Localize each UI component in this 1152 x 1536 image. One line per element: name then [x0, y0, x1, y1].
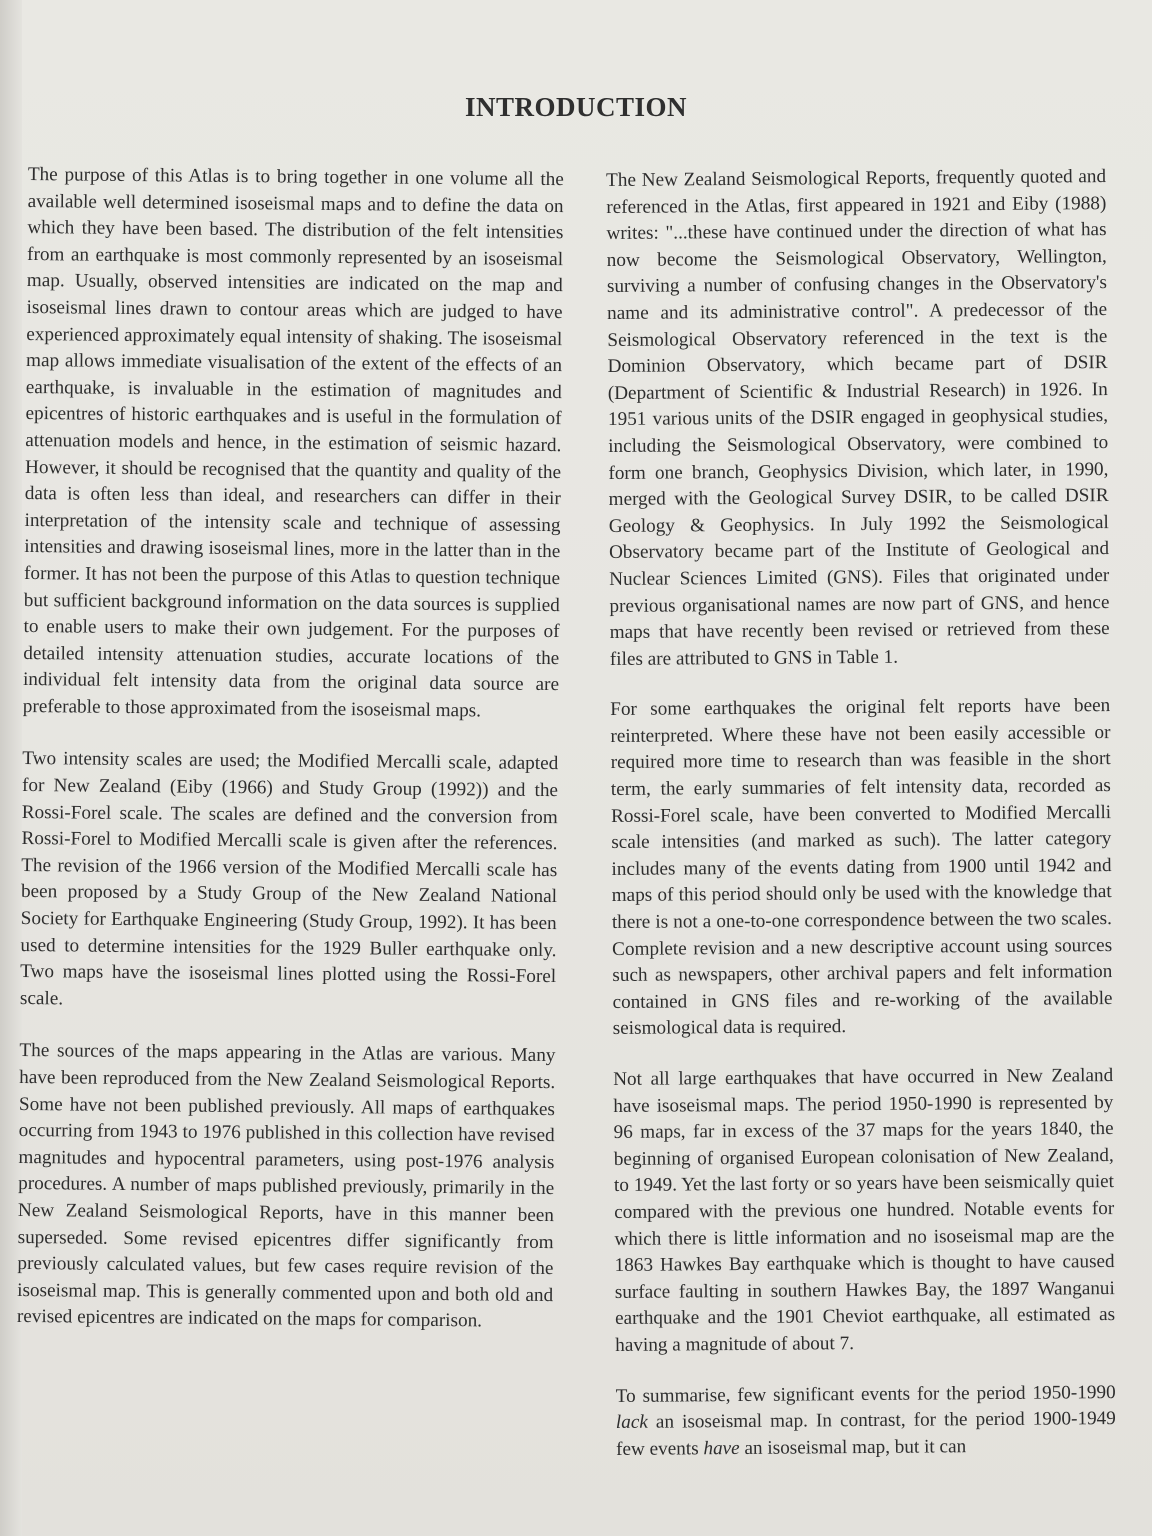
summary-text-part-1: To summarise, few significant events for the period 1950-1990 — [615, 1381, 1116, 1407]
paragraph-reinterpreted-reports: For some earthquakes the original felt reports have been reinterpreted. Where these have not been easily accessible or required more time to research than was feasible in the short term, the early summaries of felt intensity data, recorded as Rossi-Forel scale, have been converted to Modified Mercalli scale intensities (and marked as such). The latter category includes many of the events dating from 1900 until 1942 and maps of this period should only be used with the knowledge that there is not a one-to-one correspondence between the two scales. Complete revision and a new descriptive account using sources such as newspapers, other archival papers and felt information contained in GNS files and re-working of the available seismological data is required. — [610, 695, 1113, 1040]
page-title: INTRODUCTION — [464, 92, 688, 122]
right-text-column — [606, 164, 1116, 1463]
left-text-column — [17, 162, 564, 1336]
paragraph-large-earthquakes: Not all large earthquakes that have occurred in New Zealand have isoseismal maps. The period 1950-1990 is represented by 96 maps, far in excess of the 37 maps for the years 1840, the beginning of organised European colonisation of New Zealand, to 1949. Yet the last forty or so years have been seismically quiet compared with the previous one hundred. Notable events for which there is little information and no isoseismal map are the 1863 Hawkes Bay earthquake which is thought to have caused surface faulting in southern Hawkes Bay, the 1897 Wanganui earthquake and the 1901 Cheviot earthquake, all estimated as having a magnitude of about 7. — [613, 1065, 1116, 1356]
summary-emphasis-have: have — [703, 1437, 740, 1459]
summary-text-part-2: an isoseismal map. In contrast, for the period 1900-1949 few events — [615, 1408, 1116, 1460]
paragraph-intensity-scales: Two intensity scales are used; the Modified Mercalli scale, adapted for New Zealand (Eiby (1966) and Study Group (1992)) and the Rossi-Forel scale. The scales are defined and the conversion from Rossi-Forel to Modified Mercalli scale is given after the references. The revision of the 1966 version of the Modified Mercalli scale has been proposed by a Study Group of the New Zealand National Society for Earthquake Engineering (Study Group, 1992). It has been used to determine intensities for the 1929 Buller earthquake only. Two maps have the isoseismal lines plotted using the Rossi-Forel scale. — [19, 748, 559, 1010]
summary-emphasis-lack: lack — [615, 1411, 648, 1434]
paragraph-purpose: The purpose of this Atlas is to bring together in one volume all the available well determined isoseismal maps and to define the data on which they have been based. The distribution of the felt intensities from an earthquake is most commonly represented by an isoseismal map. Usually, observed intensities are indicated on the map and isoseismal lines drawn to contour areas which are judged to have experienced approximately equal intensity of shaking. The isoseismal map allows immediate visualisation of the extent of the effects of an earthquake, is invaluable in the estimation of magnitudes and epicentres of historic earthquakes and is useful in the formulation of attenuation models and hence, in the estimation of seismic hazard. However, it should be recognised that the quantity and quality of the data is often less than ideal, and researchers can differ in their interpretation of the intensity scale and technique of assessing intensities and drawing isoseismal lines, more in the latter than in the former. It has not been the purpose of this Atlas to question technique but sufficient background information on the data sources is supplied to enable users to make their own judgement. For the purposes of detailed intensity attenuation studies, accurate locations of the individual felt intensity data from the original data source are preferable to those approximated from the isoseismal maps. — [22, 163, 564, 722]
paragraph-map-sources: The sources of the maps appearing in the Atlas are various. Many have been reproduced from the New Zealand Seismological Reports. Some have not been published previously. All maps of earthquakes occurring from 1943 to 1976 published in this collection have revised magnitudes and hypocentral parameters, using post-1976 analysis procedures. A number of maps published previously, primarily in the New Zealand Seismological Reports, have in this manner been superseded. Some revised epicentres differ significantly from previously calculated values, but few cases require revision of the isoseismal map. This is generally commented upon and both old and revised epicentres are indicated on the maps for comparison. — [16, 1040, 556, 1332]
summary-text-part-3: an isoseismal map, but it can — [739, 1435, 967, 1459]
paragraph-summary — [616, 1380, 1117, 1464]
paragraph-seismological-reports: The New Zealand Seismological Reports, frequently quoted and referenced in the Atlas, first appeared in 1921 and Eiby (1988) writes: "...these have continued under the direction of what has now become the Seismological Observatory, Wellington, surviving a number of confusing changes in the Observatory's name and its administrative control". A predecessor of the Seismological Observatory referenced in the text is the Dominion Observatory, which became part of DSIR (Department of Scientific & Industrial Research) in 1926. In 1951 various units of the DSIR engaged in geophysical studies, including the Seismological Observatory, were combined to form one branch, Geophysics Division, which later, in 1990, merged with the Geological Survey DSIR, to be called DSIR Geology & Geophysics. In July 1992 the Seismological Observatory became part of the Institute of Geological and Nuclear Sciences Limited (GNS). Files that originated under previous organisational names are now part of GNS, and hence maps that have recently been revised or retrieved from these files are attributed to GNS in Table 1. — [606, 166, 1110, 670]
